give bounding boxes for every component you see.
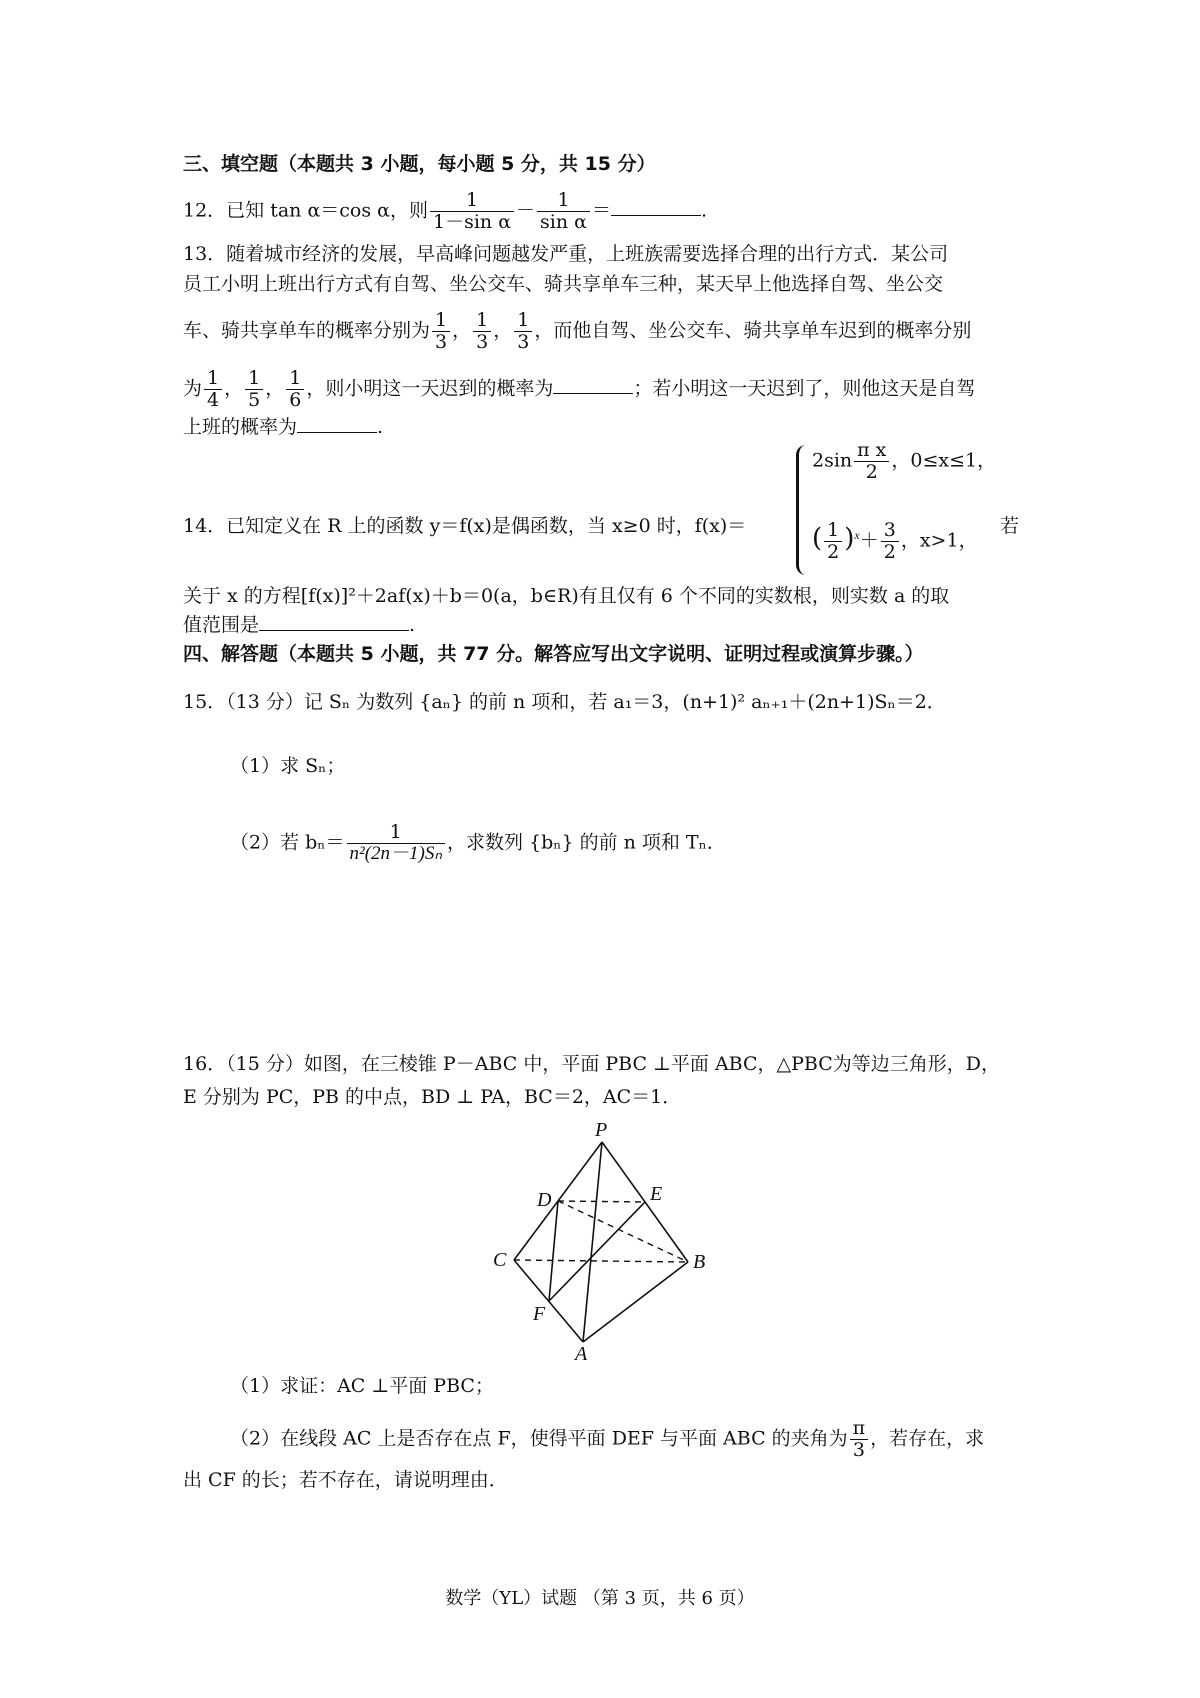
q14-piece2-frac2 (881, 520, 899, 563)
label-A: A (575, 1343, 588, 1360)
q16-line-2: E 分别为 PC，PB 的中点，BD ⊥ PA，BC＝2，AC＝1． (183, 1086, 682, 1108)
q13-line4-text: ，则小明这一天迟到的概率为 (306, 377, 554, 400)
q14-piece1-frac (854, 440, 889, 483)
q13-comma: ， (493, 319, 513, 342)
q13-line-3 (183, 310, 971, 353)
q13-p3 (514, 310, 532, 353)
label-D: D (537, 1189, 552, 1211)
label-F: F (533, 1303, 546, 1325)
q15-part2-tail: ，求数列 {bₙ} 的前 n 项和 Tₙ． (446, 831, 726, 854)
q14-piece2-frac1 (824, 520, 842, 563)
q14-line-3 (183, 610, 415, 639)
q14-piece-1 (812, 440, 996, 483)
q14-line-1: 14．已知定义在 R 上的函数 y＝f(x)是偶函数，当 x≥0 时，f(x)＝ (183, 515, 747, 537)
label-C: C (493, 1249, 507, 1271)
q15-stem: 15．（13 分）记 Sₙ 为数列 {aₙ} 的前 n 项和，若 a₁＝3，(n+1)² aₙ₊₁＋(2n+1)Sₙ＝2． (183, 691, 946, 713)
q14-piece2-num2: 3 (881, 520, 899, 542)
q15-part-2 (230, 822, 726, 865)
q12-frac1-den: 1－sin α (433, 210, 512, 233)
q15-bn-num: 1 (347, 822, 445, 844)
q12-frac1-num: 1 (430, 190, 514, 212)
q14-piece2-cond: ，x>1， (900, 529, 978, 552)
q14-answer-blank[interactable] (259, 610, 409, 631)
q12-frac2-den: sin α (540, 210, 587, 233)
edge-CA (514, 1260, 583, 1342)
q14-piece2-exp: x (854, 528, 860, 543)
q15-bn-fraction (347, 822, 445, 865)
q16-part2-text: （2）在线段 AC 上是否存在点 F，使得平面 DEF 与平面 ABC 的夹角为 (230, 1427, 848, 1450)
q13-p2-num: 1 (473, 310, 491, 332)
edge-FE (549, 1202, 645, 1301)
q14-piece2-num1: 1 (824, 520, 842, 542)
q16-part-1: （1）求证：AC ⊥平面 PBC； (230, 1375, 494, 1397)
edge-PA (583, 1142, 602, 1342)
q13-line-4 (183, 368, 975, 411)
edge-DF (549, 1201, 558, 1301)
page-footer: 数学（YL）试题 （第 3 页，共 6 页） (445, 1588, 755, 1609)
tetrahedron-figure (485, 1120, 715, 1360)
q15-part2-prefix: （2）若 bₙ＝ (230, 831, 345, 854)
q13-line3-text: 车、骑共享单车的概率分别为 (183, 319, 431, 342)
q13-p1-den: 3 (435, 330, 448, 353)
q14-piece1-den: 2 (865, 460, 878, 483)
q14-piece1-cond: ，0≤x≤1， (891, 449, 997, 472)
edge-CB-dashed (514, 1260, 688, 1262)
q14-ruo: 若 (1000, 515, 1020, 537)
q13-line-2: 员工小明上班出行方式有自驾、坐公交车、骑共享单车三种，某天早上他选择自驾、坐公交 (183, 273, 944, 295)
q13-answer-blank-2[interactable] (297, 412, 377, 433)
q16-line-1: 16．（15 分）如图，在三棱锥 P－ABC 中，平面 PBC ⊥平面 ABC，△PBC为等边三角形，D， (183, 1053, 1001, 1075)
q12-equals: ＝ (591, 199, 611, 222)
edge-DB-dashed (558, 1201, 688, 1262)
q13-p1 (432, 310, 450, 353)
q14-piece1-sin: 2sin (812, 449, 853, 472)
q13-q1 (204, 368, 222, 411)
q13-comma: ， (452, 319, 472, 342)
q14-brace (796, 445, 807, 575)
edge-AB (583, 1262, 688, 1342)
q13-line4-tail: ；若小明这一天迟到了，则他这天是自驾 (633, 377, 976, 400)
q13-p3-den: 3 (517, 330, 530, 353)
q13-p3-num: 1 (514, 310, 532, 332)
q12-frac2-num: 1 (537, 190, 590, 212)
q13-line-1: 13．随着城市经济的发展，早高峰问题越发严重，上班族需要选择合理的出行方式．某公司 (183, 243, 949, 265)
q13-q3-num: 1 (286, 368, 304, 390)
q13-p1-num: 1 (432, 310, 450, 332)
section-4-title: 四、解答题（本题共 5 小题，共 77 分。解答应写出文字说明、证明过程或演算步骤。） (183, 643, 924, 665)
q13-line4-prefix: 为 (183, 377, 203, 400)
q12-minus: － (516, 199, 536, 222)
q13-q2-num: 1 (245, 368, 263, 390)
q16-angle-fraction (850, 1418, 869, 1461)
label-P: P (595, 1120, 608, 1141)
q16-angle-num: π (850, 1418, 869, 1440)
q15-part-1: （1）求 Sₙ； (230, 755, 346, 777)
q12-prefix: 12．已知 tan α＝cos α，则 (183, 199, 428, 222)
q16-part2-tail: ，若存在，求 (870, 1427, 985, 1450)
q13-comma: ， (265, 377, 285, 400)
q13-end: . (377, 416, 384, 438)
q16-angle-den: 3 (852, 1438, 865, 1461)
q14-piece1-num: π x (854, 440, 889, 462)
q14-line-2: 关于 x 的方程[f(x)]²＋2af(x)＋b＝0(a，b∈R)有且仅有 6 个不同的实数根，则实数 a 的取 (183, 585, 950, 607)
q13-q2-den: 5 (248, 388, 261, 411)
question-12 (183, 190, 707, 233)
q14-line3-text: 值范围是 (183, 614, 260, 636)
q13-q2 (245, 368, 263, 411)
section-3-title: 三、填空题（本题共 3 小题，每小题 5 分，共 15 分） (183, 153, 656, 175)
label-B: B (693, 1251, 706, 1273)
q13-q1-num: 1 (204, 368, 222, 390)
q13-q3 (286, 368, 304, 411)
q13-comma: ， (224, 377, 244, 400)
q14-piece2-den1: 2 (827, 540, 840, 563)
q13-line3-tail: ，而他自驾、坐公交车、骑共享单车迟到的概率分别 (534, 319, 972, 342)
q12-fraction-1 (430, 190, 514, 233)
q14-piece2-den2: 2 (883, 540, 896, 563)
edge-DE-dashed (558, 1201, 645, 1202)
q13-p2-den: 3 (476, 330, 489, 353)
q12-answer-blank[interactable] (611, 195, 701, 216)
q12-fraction-2 (537, 190, 590, 233)
q13-p2 (473, 310, 491, 353)
q14-piece2-plus: ＋ (859, 529, 879, 552)
q13-q1-den: 4 (207, 388, 220, 411)
q14-end: . (409, 614, 416, 636)
q13-answer-blank-1[interactable] (553, 373, 633, 394)
q16-part-2-cont: 出 CF 的长；若不存在，请说明理由． (183, 1469, 508, 1491)
q13-line5-text: 上班的概率为 (183, 416, 298, 438)
q12-end: . (701, 199, 708, 222)
q15-bn-den: n²(2n－1)Sₙ (349, 842, 442, 864)
q16-part-2 (230, 1418, 984, 1461)
q14-piece-2: ( $\frac{1}{2}$ )$^x$＋ $\frac{3}{2}$ ，x>1， (812, 519, 978, 563)
label-E: E (650, 1183, 663, 1205)
q13-line-5 (183, 412, 383, 441)
q13-q3-den: 6 (289, 388, 302, 411)
